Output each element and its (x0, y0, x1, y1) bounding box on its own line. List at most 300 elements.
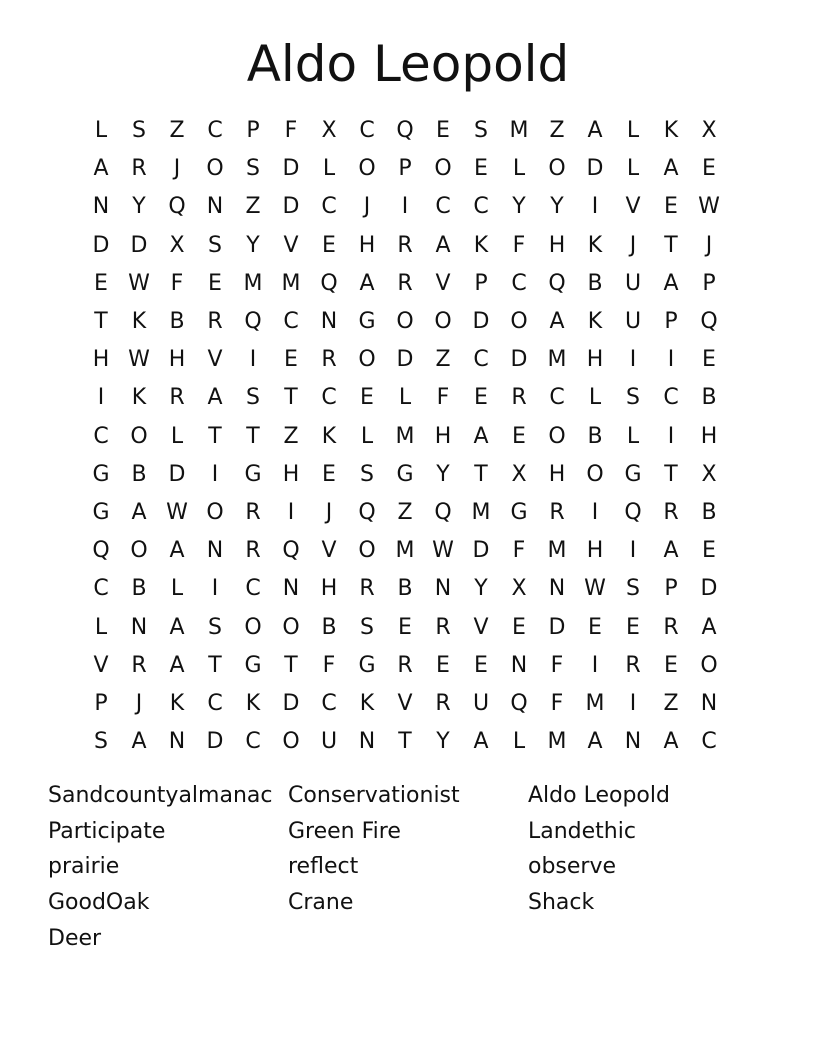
grid-letter[interactable]: O (282, 729, 300, 755)
grid-letter[interactable]: V (473, 614, 489, 640)
grid-letter[interactable]: O (282, 614, 300, 640)
grid-letter[interactable]: P (702, 270, 716, 296)
grid-letter[interactable]: G (358, 309, 376, 335)
grid-letter[interactable]: N (510, 652, 528, 678)
grid-letter[interactable]: L (588, 385, 602, 411)
grid-letter[interactable]: D (472, 309, 490, 335)
grid-letter[interactable]: X (511, 576, 527, 602)
grid-letter[interactable]: G (396, 461, 414, 487)
grid-letter[interactable]: C (549, 385, 565, 411)
grid-letter[interactable]: N (168, 729, 186, 755)
grid-letter[interactable]: K (587, 232, 603, 258)
grid-letter[interactable]: O (396, 309, 414, 335)
grid-letter[interactable]: H (548, 232, 566, 258)
grid-letter[interactable]: I (287, 499, 295, 525)
grid-letter[interactable]: X (321, 118, 337, 144)
grid-letter[interactable]: X (169, 232, 185, 258)
grid-letter[interactable]: C (207, 118, 223, 144)
grid-letter[interactable]: R (321, 347, 337, 373)
grid-letter[interactable]: A (473, 423, 489, 449)
grid-letter[interactable]: F (550, 652, 564, 678)
grid-letter[interactable]: L (626, 118, 640, 144)
grid-letter[interactable]: G (624, 461, 642, 487)
grid-letter[interactable]: A (701, 614, 717, 640)
grid-letter[interactable]: J (629, 232, 637, 258)
word-list-item: Sandcountyalmanac (48, 783, 273, 808)
grid-letter[interactable]: R (207, 309, 223, 335)
grid-letter[interactable]: B (321, 614, 337, 640)
grid-letter[interactable]: E (474, 385, 488, 411)
grid-letter[interactable]: A (131, 729, 147, 755)
grid-letter[interactable]: R (397, 652, 413, 678)
grid-letter[interactable]: O (586, 461, 604, 487)
grid-letter[interactable]: R (131, 156, 147, 182)
grid-letter[interactable]: E (702, 538, 716, 564)
grid-letter[interactable]: D (472, 538, 490, 564)
grid-letter[interactable]: I (629, 690, 637, 716)
grid-letter[interactable]: Q (92, 538, 110, 564)
grid-letter[interactable]: Q (168, 194, 186, 220)
grid-letter[interactable]: Q (244, 309, 262, 335)
grid-letter[interactable]: K (245, 690, 261, 716)
grid-letter[interactable]: S (132, 118, 146, 144)
grid-letter[interactable]: N (358, 729, 376, 755)
grid-letter[interactable]: E (322, 461, 336, 487)
grid-letter[interactable]: S (208, 614, 222, 640)
grid-letter[interactable]: S (360, 614, 374, 640)
grid-letter[interactable]: T (474, 461, 488, 487)
grid-letter[interactable]: L (626, 423, 640, 449)
grid-letter[interactable]: U (624, 309, 642, 335)
grid-letter[interactable]: I (629, 347, 637, 373)
grid-letter[interactable]: C (207, 690, 223, 716)
grid-letter[interactable]: M (395, 423, 415, 449)
grid-letter[interactable]: A (207, 385, 223, 411)
grid-letter[interactable]: N (700, 690, 718, 716)
grid-letter[interactable]: C (245, 729, 261, 755)
grid-letter[interactable]: E (94, 270, 108, 296)
grid-letter[interactable]: R (359, 576, 375, 602)
grid-letter[interactable]: K (131, 385, 147, 411)
letter-grid (82, 112, 728, 761)
grid-letter[interactable]: Q (434, 499, 452, 525)
grid-letter[interactable]: P (398, 156, 412, 182)
grid-letter[interactable]: Q (548, 270, 566, 296)
grid-letter[interactable]: H (358, 232, 376, 258)
grid-letter[interactable]: E (702, 347, 716, 373)
grid-letter[interactable]: B (131, 461, 147, 487)
grid-letter[interactable]: T (398, 729, 412, 755)
grid-letter[interactable]: S (474, 118, 488, 144)
grid-letter[interactable]: H (586, 347, 604, 373)
grid-letter[interactable]: B (701, 499, 717, 525)
grid-letter[interactable]: M (471, 499, 491, 525)
grid-letter[interactable]: J (173, 156, 181, 182)
grid-letter[interactable]: K (473, 232, 489, 258)
grid-letter[interactable]: D (548, 614, 566, 640)
grid-letter[interactable]: M (547, 347, 567, 373)
grid-letter[interactable]: I (591, 194, 599, 220)
grid-letter[interactable]: T (246, 423, 260, 449)
grid-letter[interactable]: O (130, 423, 148, 449)
grid-letter[interactable]: E (436, 652, 450, 678)
grid-letter[interactable]: O (510, 309, 528, 335)
grid-letter[interactable]: R (169, 385, 185, 411)
grid-letter[interactable]: R (245, 538, 261, 564)
grid-letter[interactable]: I (591, 652, 599, 678)
grid-letter[interactable]: J (135, 690, 143, 716)
grid-letter[interactable]: D (282, 156, 300, 182)
grid-letter[interactable]: I (249, 347, 257, 373)
grid-letter[interactable]: I (97, 385, 105, 411)
grid-letter[interactable]: R (663, 614, 679, 640)
grid-letter[interactable]: S (360, 461, 374, 487)
grid-letter[interactable]: S (626, 385, 640, 411)
grid-letter[interactable]: Y (512, 194, 526, 220)
grid-letter[interactable]: Y (436, 461, 450, 487)
grid-letter[interactable]: A (663, 538, 679, 564)
grid-letter[interactable]: A (169, 652, 185, 678)
grid-letter[interactable]: D (396, 347, 414, 373)
grid-letter[interactable]: Y (474, 576, 488, 602)
grid-letter[interactable]: Q (624, 499, 642, 525)
grid-letter[interactable]: E (436, 118, 450, 144)
grid-letter[interactable]: E (588, 614, 602, 640)
grid-letter[interactable]: O (548, 423, 566, 449)
grid-letter[interactable]: C (473, 194, 489, 220)
grid-letter[interactable]: W (128, 270, 150, 296)
grid-letter[interactable]: C (435, 194, 451, 220)
grid-letter[interactable]: I (667, 347, 675, 373)
grid-letter[interactable]: H (282, 461, 300, 487)
grid-letter[interactable]: V (207, 347, 223, 373)
grid-letter[interactable]: N (130, 614, 148, 640)
grid-letter[interactable]: T (208, 652, 222, 678)
grid-letter[interactable]: P (246, 118, 260, 144)
grid-letter[interactable]: T (208, 423, 222, 449)
grid-letter[interactable]: L (398, 385, 412, 411)
grid-row (82, 723, 728, 761)
grid-letter[interactable]: R (131, 652, 147, 678)
grid-letter[interactable]: Q (282, 538, 300, 564)
grid-letter[interactable]: G (92, 461, 110, 487)
grid-letter[interactable]: F (512, 538, 526, 564)
grid-letter[interactable]: Z (169, 118, 185, 144)
grid-letter[interactable]: R (549, 499, 565, 525)
grid-letter[interactable]: D (92, 232, 110, 258)
grid-letter[interactable]: G (358, 652, 376, 678)
grid-letter[interactable]: D (206, 729, 224, 755)
grid-letter[interactable]: Y (132, 194, 146, 220)
grid-letter[interactable]: F (550, 690, 564, 716)
grid-letter[interactable]: H (92, 347, 110, 373)
grid-letter[interactable]: O (358, 156, 376, 182)
grid-letter[interactable]: H (168, 347, 186, 373)
grid-letter[interactable]: V (397, 690, 413, 716)
grid-letter[interactable]: C (93, 423, 109, 449)
grid-letter[interactable]: A (169, 538, 185, 564)
grid-row (82, 188, 728, 226)
grid-letter[interactable]: E (398, 614, 412, 640)
grid-letter[interactable]: M (547, 538, 567, 564)
grid-letter[interactable]: S (246, 156, 260, 182)
grid-letter[interactable]: W (128, 347, 150, 373)
grid-letter[interactable]: N (624, 729, 642, 755)
grid-letter[interactable]: Q (358, 499, 376, 525)
grid-letter[interactable]: F (170, 270, 184, 296)
grid-letter[interactable]: E (208, 270, 222, 296)
grid-letter[interactable]: I (401, 194, 409, 220)
grid-letter[interactable]: D (700, 576, 718, 602)
grid-letter[interactable]: K (587, 309, 603, 335)
grid-letter[interactable]: C (245, 576, 261, 602)
grid-letter[interactable]: R (245, 499, 261, 525)
grid-letter[interactable]: H (320, 576, 338, 602)
grid-letter[interactable]: T (94, 309, 108, 335)
grid-letter[interactable]: O (548, 156, 566, 182)
grid-letter[interactable]: P (474, 270, 488, 296)
grid-letter[interactable]: E (474, 156, 488, 182)
grid-letter[interactable]: N (320, 309, 338, 335)
grid-letter[interactable]: G (510, 499, 528, 525)
grid-letter[interactable]: N (206, 538, 224, 564)
grid-letter[interactable]: C (701, 729, 717, 755)
grid-letter[interactable]: F (322, 652, 336, 678)
grid-letter[interactable]: M (243, 270, 263, 296)
grid-letter[interactable]: N (206, 194, 224, 220)
grid-letter[interactable]: W (166, 499, 188, 525)
grid-letter[interactable]: L (94, 614, 108, 640)
grid-letter[interactable]: V (321, 538, 337, 564)
word-list-item: GoodOak (48, 890, 150, 916)
grid-letter[interactable]: I (629, 538, 637, 564)
grid-letter[interactable]: U (320, 729, 338, 755)
grid-letter[interactable]: Z (283, 423, 299, 449)
grid-letter[interactable]: X (511, 461, 527, 487)
grid-letter[interactable]: R (435, 690, 451, 716)
grid-letter[interactable]: A (663, 156, 679, 182)
grid-letter[interactable]: C (93, 576, 109, 602)
grid-letter[interactable]: O (434, 156, 452, 182)
grid-letter[interactable]: F (512, 232, 526, 258)
grid-letter[interactable]: D (168, 461, 186, 487)
grid-letter[interactable]: O (244, 614, 262, 640)
grid-letter[interactable]: D (130, 232, 148, 258)
grid-letter[interactable]: A (435, 232, 451, 258)
word-list-item: observe (528, 854, 617, 880)
grid-letter[interactable]: B (131, 576, 147, 602)
grid-letter[interactable]: I (591, 499, 599, 525)
grid-letter[interactable]: A (131, 499, 147, 525)
grid-letter[interactable]: M (395, 538, 415, 564)
grid-letter[interactable]: G (244, 461, 262, 487)
grid-letter[interactable]: R (625, 652, 641, 678)
grid-letter[interactable]: Y (550, 194, 564, 220)
grid-letter[interactable]: A (663, 270, 679, 296)
grid-letter[interactable]: Z (397, 499, 413, 525)
grid-letter[interactable]: S (246, 385, 260, 411)
grid-letter[interactable]: B (587, 270, 603, 296)
grid-letter[interactable]: E (664, 194, 678, 220)
grid-letter[interactable]: T (284, 385, 298, 411)
grid-letter[interactable]: E (664, 652, 678, 678)
grid-letter[interactable]: K (169, 690, 185, 716)
grid-letter[interactable]: L (360, 423, 374, 449)
grid-letter[interactable]: A (169, 614, 185, 640)
grid-letter[interactable]: A (663, 729, 679, 755)
grid-letter[interactable]: O (206, 156, 224, 182)
grid-letter[interactable]: E (512, 614, 526, 640)
grid-letter[interactable]: U (472, 690, 490, 716)
grid-letter[interactable]: L (170, 423, 184, 449)
grid-letter[interactable]: G (92, 499, 110, 525)
grid-letter[interactable]: W (432, 538, 454, 564)
grid-letter[interactable]: D (586, 156, 604, 182)
grid-letter[interactable]: S (208, 232, 222, 258)
grid-letter[interactable]: C (663, 385, 679, 411)
grid-letter[interactable]: E (474, 652, 488, 678)
grid-letter[interactable]: U (624, 270, 642, 296)
word-list-item: Landethic (528, 818, 636, 844)
grid-letter[interactable]: K (663, 118, 679, 144)
grid-letter[interactable]: E (322, 232, 336, 258)
grid-letter[interactable]: E (360, 385, 374, 411)
grid-letter[interactable]: O (130, 538, 148, 564)
grid-letter[interactable]: L (94, 118, 108, 144)
grid-letter[interactable]: V (625, 194, 641, 220)
grid-letter[interactable]: A (359, 270, 375, 296)
grid-letter[interactable]: C (283, 309, 299, 335)
grid-letter[interactable]: N (282, 576, 300, 602)
grid-letter[interactable]: M (281, 270, 301, 296)
grid-letter[interactable]: L (170, 576, 184, 602)
grid-letter[interactable]: C (359, 118, 375, 144)
grid-letter[interactable]: A (587, 118, 603, 144)
grid-letter[interactable]: A (549, 309, 565, 335)
grid-letter[interactable]: Z (663, 690, 679, 716)
grid-letter[interactable]: Z (245, 194, 261, 220)
grid-letter[interactable]: B (397, 576, 413, 602)
grid-letter[interactable]: B (701, 385, 717, 411)
grid-letter[interactable]: R (397, 270, 413, 296)
grid-letter[interactable]: F (284, 118, 298, 144)
grid-letter[interactable]: S (626, 576, 640, 602)
grid-letter[interactable]: D (510, 347, 528, 373)
grid-letter[interactable]: P (94, 690, 108, 716)
grid-letter[interactable]: C (473, 347, 489, 373)
grid-letter[interactable]: C (321, 690, 337, 716)
grid-letter[interactable]: O (700, 652, 718, 678)
grid-row (82, 570, 728, 608)
grid-letter[interactable]: J (325, 499, 333, 525)
grid-letter[interactable]: V (435, 270, 451, 296)
grid-letter[interactable]: C (321, 194, 337, 220)
grid-letter[interactable]: R (435, 614, 451, 640)
grid-letter[interactable]: T (664, 461, 678, 487)
grid-letter[interactable]: B (169, 309, 185, 335)
grid-letter[interactable]: Q (510, 690, 528, 716)
grid-letter[interactable]: D (282, 194, 300, 220)
grid-letter[interactable]: Q (700, 309, 718, 335)
grid-letter[interactable]: T (284, 652, 298, 678)
grid-letter[interactable]: L (512, 729, 526, 755)
grid-letter[interactable]: P (664, 309, 678, 335)
grid-letter[interactable]: O (358, 538, 376, 564)
grid-letter[interactable]: V (283, 232, 299, 258)
grid-letter[interactable]: H (434, 423, 452, 449)
grid-letter[interactable]: Y (436, 729, 450, 755)
grid-letter[interactable]: H (700, 423, 718, 449)
grid-letter[interactable]: G (244, 652, 262, 678)
grid-letter[interactable]: V (93, 652, 109, 678)
grid-letter[interactable]: C (321, 385, 337, 411)
grid-letter[interactable]: H (586, 538, 604, 564)
grid-letter[interactable]: I (211, 461, 219, 487)
grid-letter[interactable]: K (131, 309, 147, 335)
grid-letter[interactable]: H (548, 461, 566, 487)
grid-letter[interactable]: Q (396, 118, 414, 144)
grid-letter[interactable]: D (282, 690, 300, 716)
grid-letter[interactable]: O (206, 499, 224, 525)
grid-letter[interactable]: S (94, 729, 108, 755)
grid-letter[interactable]: W (698, 194, 720, 220)
grid-letter[interactable]: E (284, 347, 298, 373)
grid-letter[interactable]: L (626, 156, 640, 182)
grid-letter[interactable]: P (664, 576, 678, 602)
grid-letter[interactable]: N (434, 576, 452, 602)
grid-letter[interactable]: O (358, 347, 376, 373)
grid-letter[interactable]: M (547, 729, 567, 755)
grid-row (82, 532, 728, 570)
grid-letter[interactable]: E (702, 156, 716, 182)
grid-letter[interactable]: T (664, 232, 678, 258)
grid-row (82, 608, 728, 646)
grid-letter[interactable]: O (434, 309, 452, 335)
grid-letter[interactable]: Z (435, 347, 451, 373)
grid-letter[interactable]: L (512, 156, 526, 182)
grid-letter[interactable]: Z (549, 118, 565, 144)
grid-letter[interactable]: N (92, 194, 110, 220)
grid-letter[interactable]: R (511, 385, 527, 411)
grid-letter[interactable]: X (701, 118, 717, 144)
grid-letter[interactable]: B (587, 423, 603, 449)
grid-letter[interactable]: E (626, 614, 640, 640)
grid-letter[interactable]: J (705, 232, 713, 258)
grid-letter[interactable]: I (667, 423, 675, 449)
grid-letter[interactable]: K (359, 690, 375, 716)
grid-letter[interactable]: I (211, 576, 219, 602)
grid-letter[interactable]: K (321, 423, 337, 449)
word-list (48, 778, 768, 956)
grid-letter[interactable]: M (585, 690, 605, 716)
grid-letter[interactable]: W (584, 576, 606, 602)
grid-letter[interactable]: J (363, 194, 371, 220)
grid-letter[interactable]: Q (320, 270, 338, 296)
grid-letter[interactable]: F (436, 385, 450, 411)
grid-letter[interactable]: M (509, 118, 529, 144)
grid-letter[interactable]: L (322, 156, 336, 182)
grid-letter[interactable]: A (93, 156, 109, 182)
grid-letter[interactable]: E (512, 423, 526, 449)
grid-letter[interactable]: R (397, 232, 413, 258)
grid-letter[interactable]: Y (246, 232, 260, 258)
grid-letter[interactable]: A (587, 729, 603, 755)
grid-letter[interactable]: N (548, 576, 566, 602)
grid-letter[interactable]: A (473, 729, 489, 755)
grid-letter[interactable]: C (511, 270, 527, 296)
grid-letter[interactable]: R (663, 499, 679, 525)
grid-letter[interactable]: X (701, 461, 717, 487)
